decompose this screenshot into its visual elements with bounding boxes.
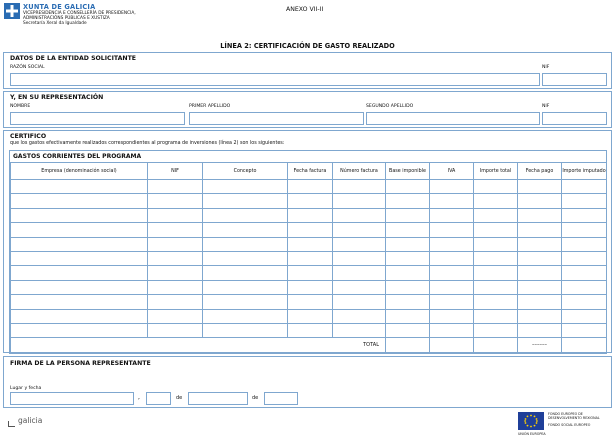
table-cell[interactable]	[148, 266, 203, 280]
table-cell[interactable]	[203, 194, 288, 208]
col-nif: NIF	[148, 163, 203, 180]
table-cell[interactable]	[288, 194, 333, 208]
table-row	[11, 208, 607, 222]
gastos-table-wrap	[9, 150, 607, 354]
table-cell[interactable]	[203, 266, 288, 280]
de-label-1: de	[176, 395, 183, 401]
total-iva[interactable]	[430, 338, 474, 352]
table-cell[interactable]	[333, 280, 386, 294]
table-cell[interactable]	[148, 223, 203, 237]
table-cell[interactable]	[288, 237, 333, 251]
table-row	[11, 223, 607, 237]
gastos-table-body	[11, 180, 607, 338]
org-name: XUNTA DE GALICIA	[23, 3, 96, 11]
anio-field[interactable]	[264, 392, 298, 405]
org-line-2: ADMINISTRACIÓNS PÚBLICAS E XUSTIZA	[23, 16, 110, 21]
table-cell[interactable]	[333, 180, 386, 194]
razon-social-label: RAZÓN SOCIAL	[10, 65, 45, 70]
table-cell[interactable]	[430, 208, 474, 222]
table-cell[interactable]	[518, 180, 562, 194]
representacion-title: Y, EN SU REPRESENTACIÓN	[10, 94, 104, 101]
table-cell[interactable]	[386, 194, 430, 208]
table-cell[interactable]	[474, 295, 518, 309]
table-cell[interactable]	[333, 237, 386, 251]
eu-line-4: UNIÓN EUROPEA	[518, 432, 546, 436]
table-cell[interactable]	[562, 237, 607, 251]
col-fecha-pago: Fecha pago	[518, 163, 562, 180]
lugar-field[interactable]	[10, 392, 134, 405]
table-cell[interactable]	[386, 309, 430, 323]
table-cell[interactable]	[518, 295, 562, 309]
table-cell[interactable]	[11, 180, 148, 194]
table-cell[interactable]	[386, 280, 430, 294]
table-cell[interactable]	[288, 295, 333, 309]
representacion-section	[3, 91, 612, 128]
table-cell[interactable]	[203, 309, 288, 323]
table-row	[11, 180, 607, 194]
table-cell[interactable]	[430, 194, 474, 208]
primer-apellido-label: PRIMER APELLIDO	[189, 104, 231, 109]
table-cell[interactable]	[562, 309, 607, 323]
table-cell[interactable]	[333, 208, 386, 222]
gastos-table-header	[11, 163, 607, 180]
table-cell[interactable]	[474, 266, 518, 280]
table-cell[interactable]	[386, 237, 430, 251]
table-cell[interactable]	[474, 280, 518, 294]
certifico-text: que los gastos efectivamente realizados correspondientes al programa de inversiones (línea 2) son los siguientes:	[10, 141, 285, 146]
entidad-section	[3, 52, 612, 89]
table-cell[interactable]	[474, 194, 518, 208]
table-cell[interactable]	[474, 323, 518, 337]
representante-nif-label: NIF	[542, 104, 550, 109]
razon-social-field[interactable]	[10, 73, 540, 86]
table-cell[interactable]	[333, 266, 386, 280]
table-cell[interactable]	[11, 194, 148, 208]
table-cell[interactable]	[430, 323, 474, 337]
table-cell[interactable]	[386, 223, 430, 237]
table-cell[interactable]	[11, 295, 148, 309]
table-cell[interactable]	[562, 194, 607, 208]
table-cell[interactable]	[148, 251, 203, 265]
eu-line-1: FONDO EUROPEO DE	[548, 412, 583, 416]
total-row	[11, 338, 607, 352]
doc-title: LÍNEA 2: CERTIFICACIÓN DE GASTO REALIZADO	[220, 42, 395, 50]
table-cell[interactable]	[518, 323, 562, 337]
table-cell[interactable]	[386, 266, 430, 280]
table-cell[interactable]	[386, 323, 430, 337]
org-line-1: VICEPRESIDENCIA E CONSELLERÍA DE PRESIDENCIA,	[23, 11, 136, 16]
eu-line-2: DESENVOLVEMENTO REXIONAL	[548, 416, 600, 420]
table-cell[interactable]	[518, 309, 562, 323]
segundo-apellido-label: SEGUNDO APELLIDO	[366, 104, 414, 109]
col-empresa: Empresa (denominación social)	[11, 163, 148, 180]
lugar-fecha-label: Lugar y fecha	[10, 386, 42, 391]
table-row	[11, 323, 607, 337]
table-cell[interactable]	[474, 251, 518, 265]
table-cell[interactable]	[562, 266, 607, 280]
table-cell[interactable]	[203, 251, 288, 265]
eu-logo	[518, 411, 610, 437]
table-cell[interactable]	[430, 295, 474, 309]
table-cell[interactable]	[518, 251, 562, 265]
table-cell[interactable]	[288, 180, 333, 194]
table-cell[interactable]	[562, 223, 607, 237]
representante-nif-field[interactable]	[542, 112, 607, 125]
table-cell[interactable]	[518, 266, 562, 280]
table-cell[interactable]	[11, 251, 148, 265]
table-row	[11, 295, 607, 309]
primer-apellido-field[interactable]	[189, 112, 364, 125]
table-cell[interactable]	[11, 223, 148, 237]
entidad-nif-field[interactable]	[542, 73, 607, 86]
gastos-table-title: GASTOS CORRIENTES DEL PROGRAMA	[13, 153, 142, 160]
table-cell[interactable]	[148, 309, 203, 323]
col-base-imponible: Base imponible	[386, 163, 430, 180]
table-cell[interactable]	[333, 251, 386, 265]
table-cell[interactable]	[562, 180, 607, 194]
table-cell[interactable]	[562, 280, 607, 294]
table-cell[interactable]	[11, 280, 148, 294]
table-cell[interactable]	[148, 280, 203, 294]
col-numero-factura: Número factura	[333, 163, 386, 180]
nombre-label: NOMBRE	[10, 104, 31, 109]
table-cell[interactable]	[288, 280, 333, 294]
table-cell[interactable]	[148, 194, 203, 208]
xunta-cross-icon	[4, 3, 20, 19]
table-cell[interactable]	[430, 237, 474, 251]
table-cell[interactable]	[430, 280, 474, 294]
table-cell[interactable]	[518, 223, 562, 237]
firma-section	[3, 356, 612, 408]
table-row	[11, 237, 607, 251]
table-cell[interactable]	[11, 237, 148, 251]
table-cell[interactable]	[430, 309, 474, 323]
table-cell[interactable]	[11, 266, 148, 280]
total-base-imponible[interactable]	[386, 338, 430, 352]
table-cell[interactable]	[430, 251, 474, 265]
table-cell[interactable]	[562, 323, 607, 337]
mes-field[interactable]	[188, 392, 248, 405]
table-cell[interactable]	[474, 223, 518, 237]
table-row	[11, 266, 607, 280]
table-cell[interactable]	[430, 180, 474, 194]
entidad-title: DATOS DE LA ENTIDAD SOLICITANTE	[10, 55, 137, 62]
table-cell[interactable]	[288, 223, 333, 237]
table-cell[interactable]	[203, 208, 288, 222]
eu-line-3: FONDO SOCIAL EUROPEO	[548, 423, 591, 427]
table-cell[interactable]	[562, 295, 607, 309]
table-cell[interactable]	[333, 309, 386, 323]
table-cell[interactable]	[11, 309, 148, 323]
table-row	[11, 194, 607, 208]
nombre-field[interactable]	[10, 112, 185, 125]
dia-field[interactable]	[146, 392, 171, 405]
table-cell[interactable]	[518, 280, 562, 294]
table-cell[interactable]	[288, 323, 333, 337]
table-cell[interactable]	[430, 266, 474, 280]
col-importe-total: Importe total	[474, 163, 518, 180]
col-concepto: Concepto	[203, 163, 288, 180]
table-row	[11, 309, 607, 323]
table-cell[interactable]	[333, 223, 386, 237]
table-cell[interactable]	[562, 208, 607, 222]
table-cell[interactable]	[474, 309, 518, 323]
total-importe-total[interactable]	[474, 338, 518, 352]
table-cell[interactable]	[386, 208, 430, 222]
table-cell[interactable]	[148, 295, 203, 309]
table-cell[interactable]	[203, 237, 288, 251]
eu-flag-icon	[518, 412, 544, 430]
certifico-title: CERTIFICO	[10, 133, 47, 140]
table-cell[interactable]	[474, 208, 518, 222]
table-cell[interactable]	[203, 280, 288, 294]
gastos-table	[10, 162, 607, 353]
galicia-mark-icon	[8, 421, 15, 427]
table-cell[interactable]	[288, 266, 333, 280]
table-cell[interactable]	[203, 295, 288, 309]
table-cell[interactable]	[562, 251, 607, 265]
table-cell[interactable]	[518, 208, 562, 222]
galicia-logo-text: galicia	[18, 416, 43, 425]
table-cell[interactable]	[11, 323, 148, 337]
comma-sep: ,	[138, 394, 140, 401]
table-cell[interactable]	[474, 180, 518, 194]
de-label-2: de	[252, 395, 259, 401]
table-cell[interactable]	[518, 237, 562, 251]
total-label: TOTAL	[11, 338, 386, 352]
table-row	[11, 251, 607, 265]
entidad-nif-label: NIF	[542, 65, 550, 70]
org-line-3: Secretaría Xeral da Igualdade	[23, 21, 87, 26]
segundo-apellido-field[interactable]	[366, 112, 540, 125]
table-cell[interactable]	[148, 323, 203, 337]
table-cell[interactable]	[203, 323, 288, 337]
table-cell[interactable]	[333, 323, 386, 337]
table-cell[interactable]	[386, 295, 430, 309]
table-cell[interactable]	[203, 180, 288, 194]
table-cell[interactable]	[386, 180, 430, 194]
table-cell[interactable]	[148, 208, 203, 222]
table-cell[interactable]	[11, 208, 148, 222]
table-cell[interactable]	[333, 295, 386, 309]
firma-title: FIRMA DE LA PERSONA REPRESENTANTE	[10, 360, 151, 367]
table-cell[interactable]	[288, 208, 333, 222]
table-cell[interactable]	[288, 309, 333, 323]
certifico-section	[3, 130, 612, 353]
total-fecha-pago-dash: ––––––	[518, 338, 562, 352]
total-importe-imputado[interactable]	[562, 338, 607, 352]
table-row	[11, 280, 607, 294]
col-fecha-factura: Fecha factura	[288, 163, 333, 180]
table-cell[interactable]	[203, 223, 288, 237]
table-cell[interactable]	[430, 223, 474, 237]
table-cell[interactable]	[386, 251, 430, 265]
table-cell[interactable]	[518, 194, 562, 208]
xunta-logo	[4, 3, 20, 19]
table-cell[interactable]	[148, 180, 203, 194]
table-cell[interactable]	[474, 237, 518, 251]
col-iva: IVA	[430, 163, 474, 180]
table-cell[interactable]	[333, 194, 386, 208]
col-importe-imputado: Importe imputado	[562, 163, 607, 180]
table-cell[interactable]	[288, 251, 333, 265]
annex-label: ANEXO VII-II	[286, 6, 324, 13]
table-cell[interactable]	[148, 237, 203, 251]
galicia-logo	[8, 413, 48, 429]
